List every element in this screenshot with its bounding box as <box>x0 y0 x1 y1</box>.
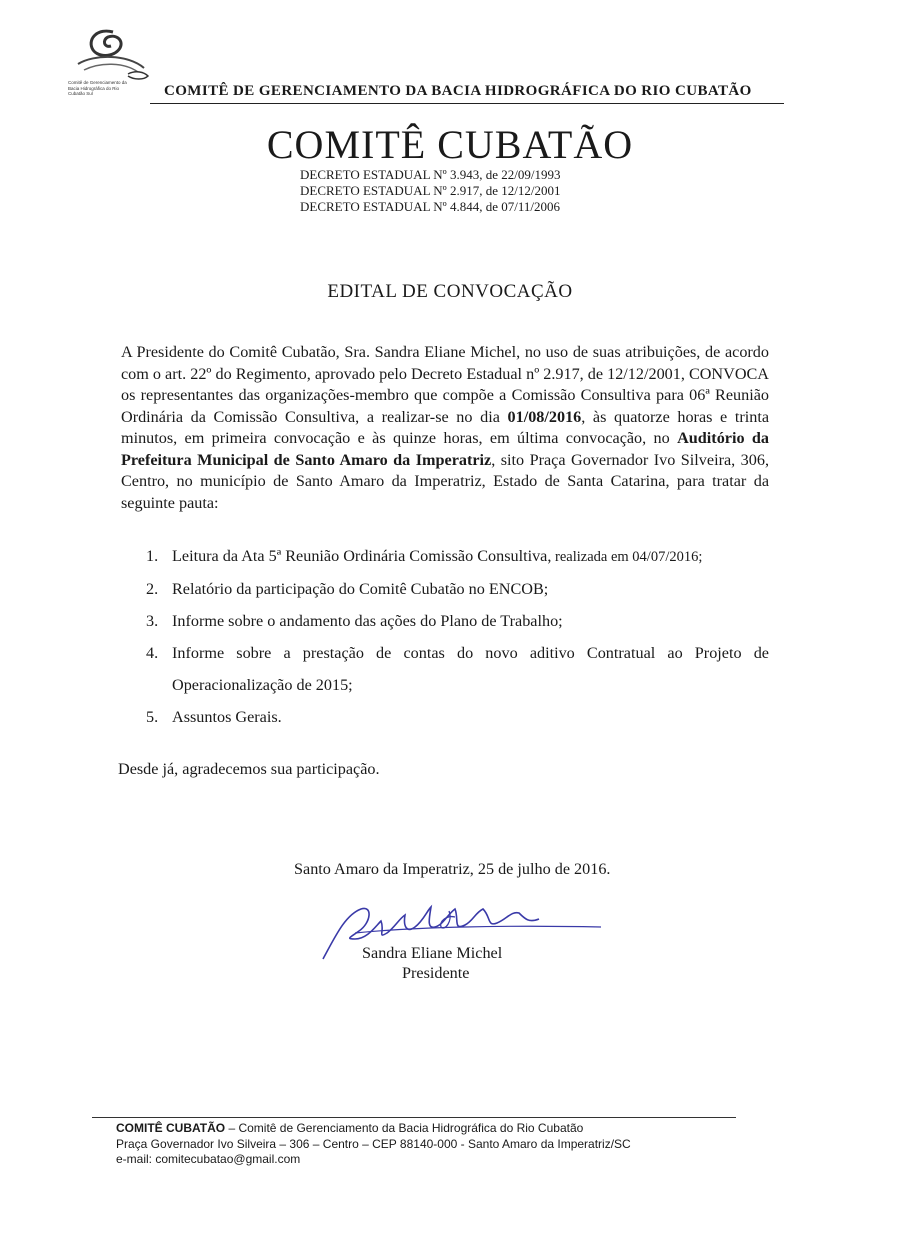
agenda-number: 1. <box>146 547 159 565</box>
decree-line: DECRETO ESTADUAL Nº 3.943, de 22/09/1993 <box>300 167 561 182</box>
agenda-list <box>121 540 769 733</box>
footer <box>116 1121 631 1168</box>
header-divider <box>150 103 784 104</box>
paragraph-text: , às quatorze horas e trinta minutos, em primeira convocação e às quinze horas, em última convocação, no <box>121 407 770 447</box>
decree-line: DECRETO ESTADUAL Nº 4.844, de 07/11/2006 <box>300 199 560 214</box>
meeting-date: 01/08/2016 <box>507 407 582 426</box>
decree-list <box>300 167 560 215</box>
paragraph-text: A Presidente do Comitê Cubatão, Sra. Sandra Eliane Michel, no uso de suas atribuições, de acordo com o art. 22º do Regimento, aprovado pelo Decreto Estadual nº 2.917, de 12/12/2001, CONVOCA os representantes das organizações-membro que compõe a Comissão Consultiva para 06ª Reunião Ordinária da Comissão Consultiva, a realizar-se no dia <box>121 343 769 426</box>
decree-line: DECRETO ESTADUAL Nº 2.917, de 12/12/2001 <box>300 183 561 198</box>
signer-name: Sandra Eliane Michel <box>362 944 503 962</box>
agenda-item <box>121 701 769 733</box>
footer-address: Praça Governador Ivo Silveira – 306 – Centro – CEP 88140-000 - Santo Amaro da Imperatriz/SC <box>116 1136 631 1151</box>
page-title: COMITÊ CUBATÃO <box>266 122 634 167</box>
footer-divider <box>92 1117 736 1118</box>
place-and-date: Santo Amaro da Imperatriz, 25 de julho de 2016. <box>294 860 611 878</box>
logo-caption: Comitê de Gerenciamento da Bacia Hidrográfica do Rio Cubatão Sul <box>68 80 127 96</box>
agenda-text-small: realizada em 04/07/2016; <box>551 549 703 565</box>
agenda-number: 5. <box>146 708 159 726</box>
footer-org-line <box>116 1121 631 1137</box>
agenda-text: Assuntos Gerais. <box>172 708 282 726</box>
closing-text: Desde já, agradecemos sua participação. <box>118 760 380 778</box>
agenda-text: Informe sobre o andamento das ações do Plano de Trabalho; <box>172 612 563 630</box>
convocation-paragraph <box>121 342 769 514</box>
meeting-venue: Auditório da Prefeitura Municipal de Santo Amaro da Imperatriz <box>121 429 770 469</box>
agenda-number: 2. <box>146 580 159 598</box>
agenda-item <box>121 540 769 573</box>
paragraph-text: , sito Praça Governador Ivo Silveira, 306, Centro, no município de Santo Amaro da Imperatriz, Estado de Santa Catarina, para tratar da seguinte pauta: <box>121 450 769 512</box>
document-heading: EDITAL DE CONVOCAÇÃO <box>327 281 573 302</box>
agenda-item <box>121 605 769 637</box>
signer-role: Presidente <box>402 964 470 982</box>
agenda-number: 3. <box>146 612 159 630</box>
header-organization: COMITÊ DE GERENCIAMENTO DA BACIA HIDROGRÁFICA DO RIO CUBATÃO <box>164 83 752 99</box>
footer-email: e-mail: comitecubatao@gmail.com <box>116 1152 301 1166</box>
agenda-text: Informe sobre a prestação de contas do novo aditivo Contratual ao Projeto de Operacionalização de 2015; <box>172 644 769 694</box>
agenda-item <box>121 637 769 701</box>
footer-org-description: – Comitê de Gerenciamento da Bacia Hidrográfica do Rio Cubatão <box>225 1121 584 1135</box>
footer-org-name: COMITÊ CUBATÃO <box>116 1121 226 1135</box>
agenda-text: Relatório da participação do Comitê Cubatão no ENCOB; <box>172 580 549 598</box>
agenda-item <box>121 573 769 605</box>
agenda-number: 4. <box>146 644 159 662</box>
agenda-text: Leitura da Ata 5ª Reunião Ordinária Comissão Consultiva, <box>172 547 552 565</box>
